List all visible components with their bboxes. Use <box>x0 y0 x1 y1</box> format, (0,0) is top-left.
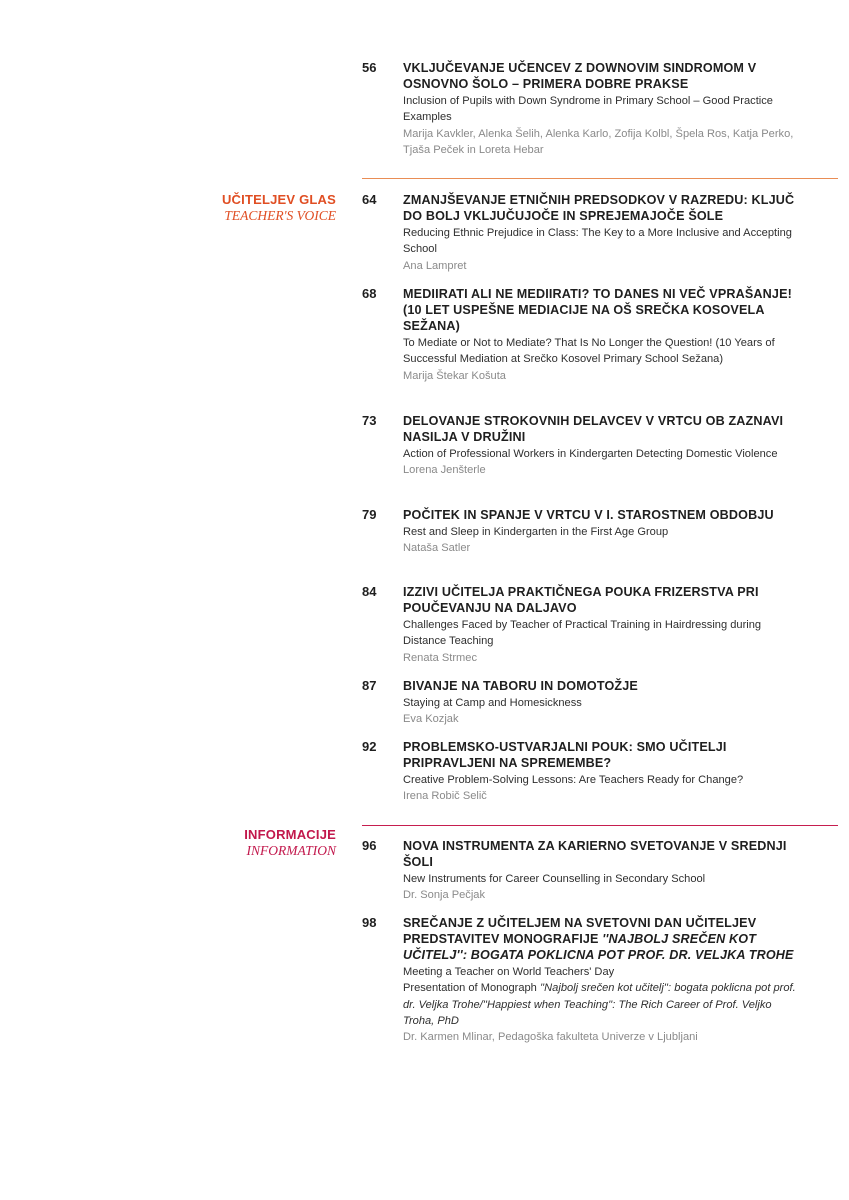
article-title: MEDIIRATI ALI NE MEDIIRATI? TO DANES NI VEČ VPRAŠANJE! (10 LET USPEŠNE MEDIACIJE NA OŠ SREČKA KOSOVELA SEŽANA) <box>403 287 792 333</box>
article-authors: Lorena Jenšterle <box>403 464 486 477</box>
page-number: 68 <box>362 286 377 301</box>
page-number: 96 <box>362 838 377 853</box>
article-title: ZMANJŠEVANJE ETNIČNIH PREDSODKOV V RAZREDU: KLJUČ DO BOLJ VKLJUČUJOČE IN SPREJEMAJOČE ŠOLE <box>403 193 795 223</box>
toc-entry-98[interactable] <box>362 915 802 1045</box>
article-title: DELOVANJE STROKOVNIH DELAVCEV V VRTCU OB ZAZNAVI NASILJA V DRUŽINI <box>403 414 784 444</box>
article-title-en: To Mediate or Not to Mediate? That Is No Longer the Question! (10 Years of Successful Mediation at Srečko Kosovel Primary School Sežana) <box>403 337 775 366</box>
toc-entry-64[interactable] <box>362 192 802 274</box>
section-label-information <box>166 827 336 859</box>
page-number: 92 <box>362 739 377 754</box>
article-title: POČITEK IN SPANJE V VRTCU V I. STAROSTNEM OBDOBJU <box>403 508 774 522</box>
section-label-teachers-voice <box>166 192 336 224</box>
section-title-sl: UČITELJEV GLAS <box>221 192 336 207</box>
article-authors: Nataša Satler <box>403 542 471 555</box>
article-subtitle-plain: Presentation of Monograph <box>403 982 537 995</box>
page-number: 79 <box>362 507 377 522</box>
section-title-en: INFORMATION <box>246 843 336 858</box>
article-title-en: Meeting a Teacher on World Teachers' Day <box>403 966 615 978</box>
article-title-italic: ''NAJBOLJ SREČEN KOT UČITELJ'': BOGATA POKLICNA POT PROF. DR. VELJKA TROHE <box>403 932 794 962</box>
article-title-en: Inclusion of Pupils with Down Syndrome in Primary School – Good Practice Examples <box>403 95 773 124</box>
toc-entry-73[interactable] <box>362 413 802 479</box>
page-number: 98 <box>362 915 377 930</box>
toc-entry-84[interactable] <box>362 584 802 666</box>
article-title-en: Staying at Camp and Homesickness <box>403 697 582 709</box>
article-title <box>403 915 802 963</box>
article-title-en: Action of Professional Workers in Kindergarten Detecting Domestic Violence <box>403 448 778 460</box>
article-subtitle-en <box>403 980 802 1029</box>
toc-entry-87[interactable] <box>362 678 802 728</box>
article-title: NOVA INSTRUMENTA ZA KARIERNO SVETOVANJE V SREDNJI ŠOLI <box>403 839 787 869</box>
article-authors: Renata Strmec <box>403 651 477 664</box>
article-authors: Ana Lampret <box>403 259 467 272</box>
page-number: 56 <box>362 60 377 75</box>
section-title-sl: INFORMACIJE <box>244 827 336 842</box>
article-title-en: New Instruments for Career Counselling in Secondary School <box>403 873 706 885</box>
page-number: 73 <box>362 413 377 428</box>
page-number: 64 <box>362 192 377 207</box>
article-title: IZZIVI UČITELJA PRAKTIČNEGA POUKA FRIZERSTVA PRI POUČEVANJU NA DALJAVO <box>403 585 759 615</box>
section-divider-teachers-voice <box>362 178 838 179</box>
article-authors: Eva Kozjak <box>403 713 459 726</box>
article-title: PROBLEMSKO-USTVARJALNI POUK: SMO UČITELJI PRIPRAVLJENI NA SPREMEMBE? <box>403 740 727 770</box>
article-authors: Marija Štekar Košuta <box>403 369 506 382</box>
article-title-en: Reducing Ethnic Prejudice in Class: The Key to a More Inclusive and Accepting School <box>403 227 792 256</box>
article-subtitle-italic: ''Najbolj srečen kot učitelj'': bogata poklicna pot prof. dr. Veljka Trohe/''Happiest when Teaching'': The Rich Career of Prof. Veljko Troha, PhD <box>403 982 796 1027</box>
article-authors: Marija Kavkler, Alenka Šelih, Alenka Karlo, Zofija Kolbl, Špela Ros, Katja Perko, Tjaša Peček in Loreta Hebar <box>403 127 794 156</box>
article-title: VKLJUČEVANJE UČENCEV Z DOWNOVIM SINDROMOM V OSNOVNO ŠOLO – PRIMERA DOBRE PRAKSE <box>403 61 757 91</box>
article-title-en: Challenges Faced by Teacher of Practical Training in Hairdressing during Distance Teaching <box>403 619 762 648</box>
article-title: BIVANJE NA TABORU IN DOMOTOŽJE <box>403 679 638 693</box>
article-title-en: Rest and Sleep in Kindergarten in the First Age Group <box>403 526 669 538</box>
article-authors: Dr. Sonja Pečjak <box>403 889 486 902</box>
toc-entry-79[interactable] <box>362 507 802 557</box>
section-title-en: TEACHER'S VOICE <box>224 208 336 223</box>
toc-entry-92[interactable] <box>362 739 802 805</box>
article-authors: Dr. Karmen Mlinar, Pedagoška fakulteta Univerze v Ljubljani <box>403 1031 698 1044</box>
toc-entry-56[interactable] <box>362 60 802 158</box>
page-number: 87 <box>362 678 377 693</box>
toc-entry-68[interactable] <box>362 286 802 384</box>
toc-entry-96[interactable] <box>362 838 802 904</box>
section-divider-information <box>362 825 838 826</box>
article-title-en: Creative Problem-Solving Lessons: Are Teachers Ready for Change? <box>403 774 744 786</box>
page-number: 84 <box>362 584 377 599</box>
article-title-plain: SREČANJE Z UČITELJEM NA SVETOVNI DAN UČITELJEV PREDSTAVITEV MONOGRAFIJE <box>403 916 757 946</box>
article-authors: Irena Robič Selič <box>403 790 487 803</box>
